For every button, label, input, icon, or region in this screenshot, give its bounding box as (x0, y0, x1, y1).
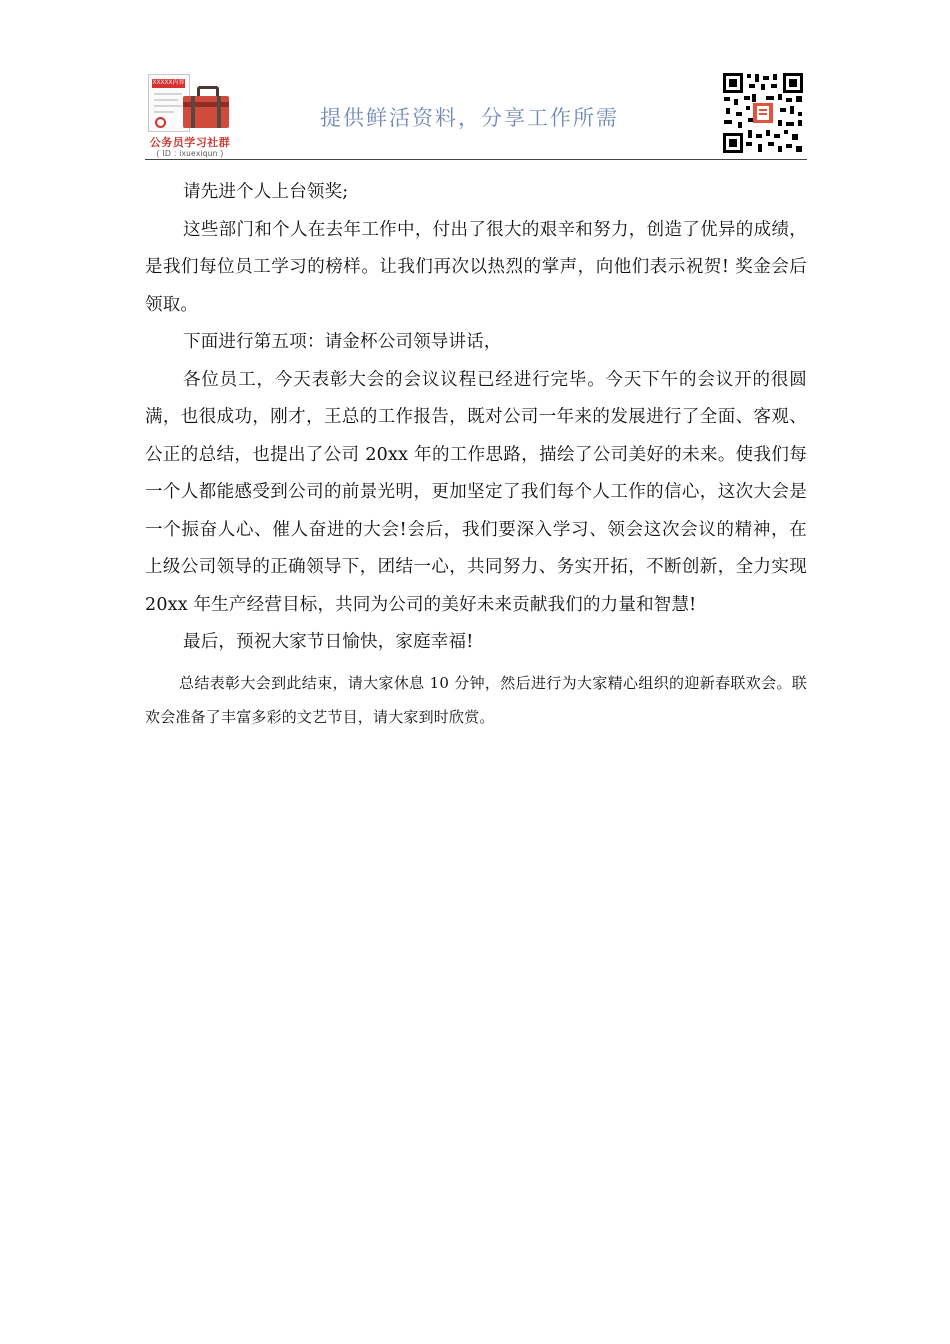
paragraph: 下面进行第五项：请金杯公司领导讲话， (183, 332, 502, 352)
header-divider (145, 159, 807, 160)
page-header (145, 70, 807, 160)
briefcase-icon (183, 86, 229, 128)
closing-paragraph: 总结表彰大会到此结束，请大家休息 10 分钟，然后进行为大家精心组织的迎新春联欢会。联欢会准备了丰富多彩的文艺节目，请大家到时欣赏。 (145, 673, 807, 726)
paragraph: 这些部门和个人在去年工作中，付出了很大的艰辛和努力，创造了优异的成绩，是我们每位员工学习的榜样。让我们再次以热烈的掌声，向他们表示祝贺! 奖金会后领取。 (145, 219, 807, 315)
logo-title: 公务员学习社群 (149, 136, 231, 149)
paragraph: 各位员工，今天表彰大会的会议议程已经进行完毕。今天下午的会议开的很圆满，也很成功，刚才，王总的工作报告，既对公司一年来的发展进行了全面、客观、公正的总结，也提出了公司 20xx 年的工作思路，描绘了公司美好的未来。使我们每一个人都能感受到公司的前景光明，更加坚定了我们每个人工作的信心，这次大会是一个振奋人心、催人奋进的大会!会后，我们要深入学习、领会这次会议的精神，在上级公司领导的正确领导下，团结一心，共同努力、务实开拓，不断创新，全力实现 20xx 年生产经营目标，共同为公司的美好未来贡献我们的力量和智慧! (145, 369, 807, 615)
qr-code-icon (722, 72, 804, 154)
paragraph: 最后，预祝大家节日愉快，家庭幸福! (183, 632, 474, 652)
header-slogan: 提供鲜活资料，分享工作所需 (320, 106, 619, 130)
logo-tag: XXXXX内容 (152, 80, 185, 86)
paragraph: 请先进个人上台领奖; (183, 182, 349, 202)
document-body (145, 174, 807, 734)
logo-subtitle: ( ID : ixuexiqun ) (156, 149, 224, 158)
logo (145, 72, 235, 158)
